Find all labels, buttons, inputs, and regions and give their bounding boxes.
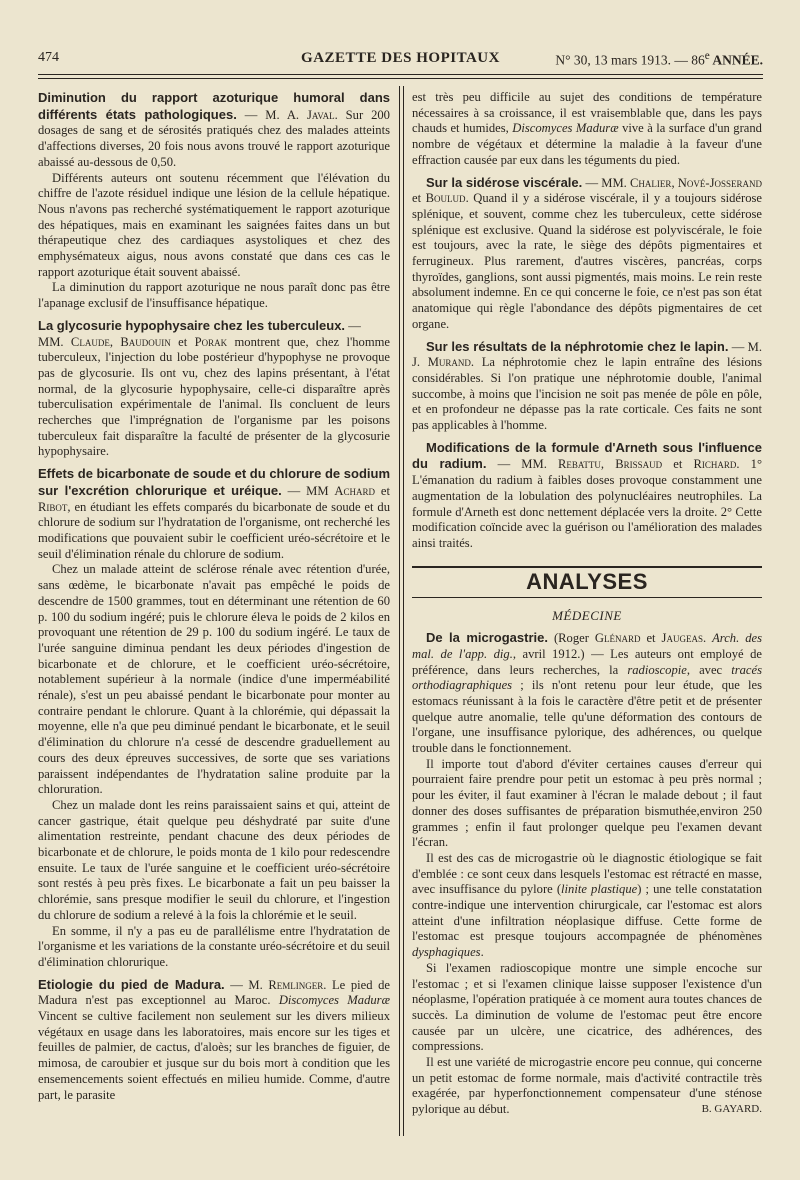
article-madura: Etiologie du pied de Madura. — M. Remlinger. Le pied de Madura n'est pas exceptionnel au Maroc. Discomyces Maduræ Vincent se cultive facilement non seulement sur les divers milieux végétaux en usage dans les laboratoires, mais encore sur les tiges et feuilles de palmier, de cactus, d'aloès; sur les branches de figuier, de mimosa, de caroubier et jusque sur du bois mort à condition que les ensemencements soient effectués en milieu humide. Comme, d'autre part, le parasite <box>38 976 390 1102</box>
section-heading: ANALYSES <box>526 568 648 594</box>
paragraph: Différents auteurs ont soutenu récemment que l'élévation du chiffre de l'azote résiduel indique une lésion de la cellule hépatique. Nous n'avons pas recherché systématiquement le rapport azoturique des hépatiques, mais en examinant les saignées faites dans un but thérapeutique chez des cardiaques asystoliques et chez des emphysémateux aigus, nous avons constaté que dans ces cas le rapport azoturique était souvent abaissé. <box>38 170 390 279</box>
article-title: Sur la sidérose viscérale. <box>426 174 583 190</box>
paragraph: En somme, il n'y a pas eu de parallélisme entre l'hydratation de l'organisme et les variations de la constante uréo-sécrétoire et du seuil d'élimination chlorurique. <box>38 923 390 969</box>
article-siderose: Sur la sidérose viscérale. — MM. Chalier, Nové-Josserand et Boulud. Quand il y a sidérose viscérale, il y a toujours sidérose splénique, et souvent, comme chez les tuberculeux, cette sidérose splénique est exclusive. Quand la sidérose est polyviscérale, le foie est toujours, avec la rate, le siège des dépôts pigmentaires et ferrugineux. Plus rarement, d'autres viscères, pancréas, corps thyroïdes, ganglions, sont aussi pigmentés, mais moins. Le rein reste absolument indemne. En ce qui concerne le foie, ce n'est pas son état anatomique qui règle l'abondance des dépôts pigmentaires de cet organe. <box>412 174 762 331</box>
column-divider-2 <box>403 86 404 1136</box>
paragraph: Chez un malade dont les reins paraissaient sains et qui, atteint de cancer gastrique, était quelque peu déshydraté par suite d'une alimentation restreinte, pendant chacune des deux périodes de bicarbonate et de chlorure, le poids monta de 1 kilo pour redescendre ensuite. Le taux de l'urée sanguine et le coefficient uréo-sécrétoire sont restés à peu près fixes. Le bicarbonate a fait un peu baisser la chlorémie, sans presque modifier le seuil du chlorure, et l'ingestion du chlorure de sodium a relevé à la fois la chlorémie et le seuil. <box>38 797 390 922</box>
left-column <box>38 90 390 1103</box>
article-arneth: Modifications de la formule d'Arneth sous l'influence du radium. — MM. Rebattu, Brissaud et Richard. 1° L'émanation du radium à faibles doses provoque constamment une augmentation de la lobulation des polynucléaires neutrophiles. La formule d'Arneth est donc nettement déplacée vers la droite. 2° Cette modification coïncide avec la guérison ou l'amélioration des malades ainsi traités. <box>412 439 762 550</box>
article-title: Diminution du rapport azoturique humoral dans différents états pathologiques. <box>38 90 390 122</box>
right-column <box>412 90 762 1118</box>
article-nephrotomie: Sur les résultats de la néphrotomie chez le lapin. — M. J. Murand. La néphrotomie chez le lapin entraîne des lésions considérables. Si l'on pratique une néphrotomie double, l'animal succombe, à moins que l'incision ne soit pas menée de pôle en pôle, et en profondeur ne dépasse pas la rate corticale. Ces faits ne sont pas applicables à l'homme. <box>412 338 762 433</box>
header-rule <box>38 74 763 75</box>
analyses-banner <box>412 566 762 599</box>
issue-line: N° 30, 13 mars 1913. — 86e ANNÉE. <box>555 50 763 68</box>
paragraph: Chez un malade atteint de sclérose rénale avec rétention d'urée, sans œdème, le bicarbonate n'avait pas empêché le poids de descendre de 1500 grammes, tout en déterminant une rétention de 60 p. 100 du sodium ingéré; puis le chlorure éleva le poids de 2 kilos en provoquant une rétention de 29 p. 100 du sodium ingéré. Le taux de l'urée sanguine diminua pendant les deux périodes d'ingestion de bicarbonate et de chlorure, et le coefficient uréo-sécrétoire, notablement supérieur à la normale (indice d'une imperméabilité rénale), s'est un peu abaissé pendant le bicarbonate pour monter au contraire pendant le chlorure. Quant à la chlorémie, qui dépassait la moyenne, elle n'a que peu diminué pendant le bicarbonate, et le seuil d'élimination du chlorure n'a cessé de descendre graduellement au cours des deux épreuves successives, de sorte que ses variations paraissent indépendantes de l'hydratation saline produite par la chloruration. <box>38 562 390 797</box>
paragraph: est très peu difficile au sujet des conditions de température nécessaires à sa croissance, il est vraisemblable que, dans les pays chauds et humides, Discomyces Maduræ vive à la surface d'un grand nombre de végétaux et détermine la maladie à la faveur d'une effraction causée par eux dans les téguments du pied. <box>412 90 762 167</box>
article-title: Effets de bicarbonate de soude et du chlorure de sodium sur l'excrétion chlorurique et uréique. <box>38 466 390 498</box>
article-title: La glycosurie hypophysaire chez les tuberculeux. <box>38 317 346 333</box>
paragraph: Si l'examen radioscopique montre une simple encoche sur l'estomac ; et si l'examen clinique laisse supposer l'existence d'un néoplasme, l'opération pratiquée à ce moment aura toutes chances de succès. La diminution de volume de l'estomac peut être encore causée par un ulcère, une cicatrice, des adhérences, des compressions. <box>412 960 762 1054</box>
page-header <box>38 50 763 70</box>
column-divider <box>399 86 400 1136</box>
signature: B. GAYARD. <box>701 1103 762 1116</box>
article-title: Sur les résultats de la néphrotomie chez le lapin. <box>426 338 729 354</box>
paragraph: MM. Claude, Baudouin et Porak montrent que, chez l'homme tuberculeux, l'injection du lobe postérieur d'hypophyse ne provoque pas de glycosurie. Ils ont vu, chez des lapins présentant, à l'état normal, de la glycosurie hypophysaire, celle-ci disparaître après tuberculisation expérimentale de l'animal. Ils concluent de leurs recherches que l'imprégnation de l'organisme par les poisons tuberculeux fait disparaître la faculté de présenter de la glycosurie hypophysaire. <box>38 334 390 459</box>
header-rule-2 <box>38 78 763 79</box>
paragraph: La diminution du rapport azoturique ne nous paraît donc pas être l'apanage exclusif de l'insuffisance hépatique. <box>38 280 390 311</box>
article-microgastrie: De la microgastrie. (Roger Glénard et Jaugeas. Arch. des mal. de l'app. dig., avril 1912.) — Les auteurs ont employé de préférence, dans leurs recherches, la radioscopie, avec tracés orthodiagraphiques ; ils n'ont retenu pour leur étude, que les estomacs réunissant à la fois le caractère d'être petit et de présenter quelque autre anomalie, telle qu'une déformation des contours de l'organe, une insuffisance pylorique, des adhérences, ou quelque trouble dans le fonctionnement. <box>412 630 763 756</box>
author: Javal <box>307 107 335 122</box>
paragraph: Il est des cas de microgastrie où le diagnostic étiologique se fait d'emblée : ce sont ceux dans lesquels l'estomac est rétracté en masse, avec insuffisance du pylore (linite plastique) ; une telle constatation contre-indique une intervention chirurgicale, car l'estomac est alors atteint d'une infiltration néoplasique diffuse. Cette forme de l'estomac est presque toujours accompagnée de phénomènes dysphagiques. <box>412 850 762 960</box>
article-title: Modifications de la formule d'Arneth sous l'influence du radium. <box>412 439 762 472</box>
masthead: GAZETTE DES HOPITAUX <box>301 50 500 66</box>
article-glycosurie: La glycosurie hypophysaire chez les tuberculeux. — <box>38 317 361 333</box>
article-javal: Diminution du rapport azoturique humoral dans différents états pathologiques. — M. A. Javal. Sur 200 dosages de sang et de sérosités pratiqués chez des malades atteints d'affections diverses, 20 fois nous avons trouvé le rapport azoturique abaissé au-dessous de 0,50. <box>38 90 390 169</box>
subsection-heading: MÉDECINE <box>552 608 622 624</box>
paragraph: Il importe tout d'abord d'éviter certaines causes d'erreur qui pourraient faire prendre pour petit un estomac à peu près normal ; pour les éviter, il faut examiner à l'écran le malade debout ; il faut donner des doses suffisantes de préparation bismuthée,environ 250 grammes ; enfin il faut prolonger quelque peu l'examen devant l'écran. <box>412 756 762 850</box>
article-title: De la microgastrie. <box>426 630 548 646</box>
page-number: 474 <box>38 50 59 65</box>
article-bicarbonate: Effets de bicarbonate de soude et du chlorure de sodium sur l'excrétion chlorurique et uréique. — MM Achard et Ribot, en étudiant les effets comparés du bicarbonate de soude et du chlorure de sodium sur l'hydratation de l'organisme, ont recherché les modifications que pouvaient subir le coefficient uréo-sécrétoire et le seuil d'élimination rénale du chlorure de sodium. <box>38 466 390 561</box>
paragraph: Il est une variété de microgastrie encore peu connue, qui concerne un petit estomac de forme normale, mais d'activité contractile très exagérée, par hyperfonctionnement compensateur d'une sténose pylorique au début. B. GAYARD. <box>412 1055 762 1117</box>
article-title: Etiologie du pied de Madura. <box>38 976 225 992</box>
